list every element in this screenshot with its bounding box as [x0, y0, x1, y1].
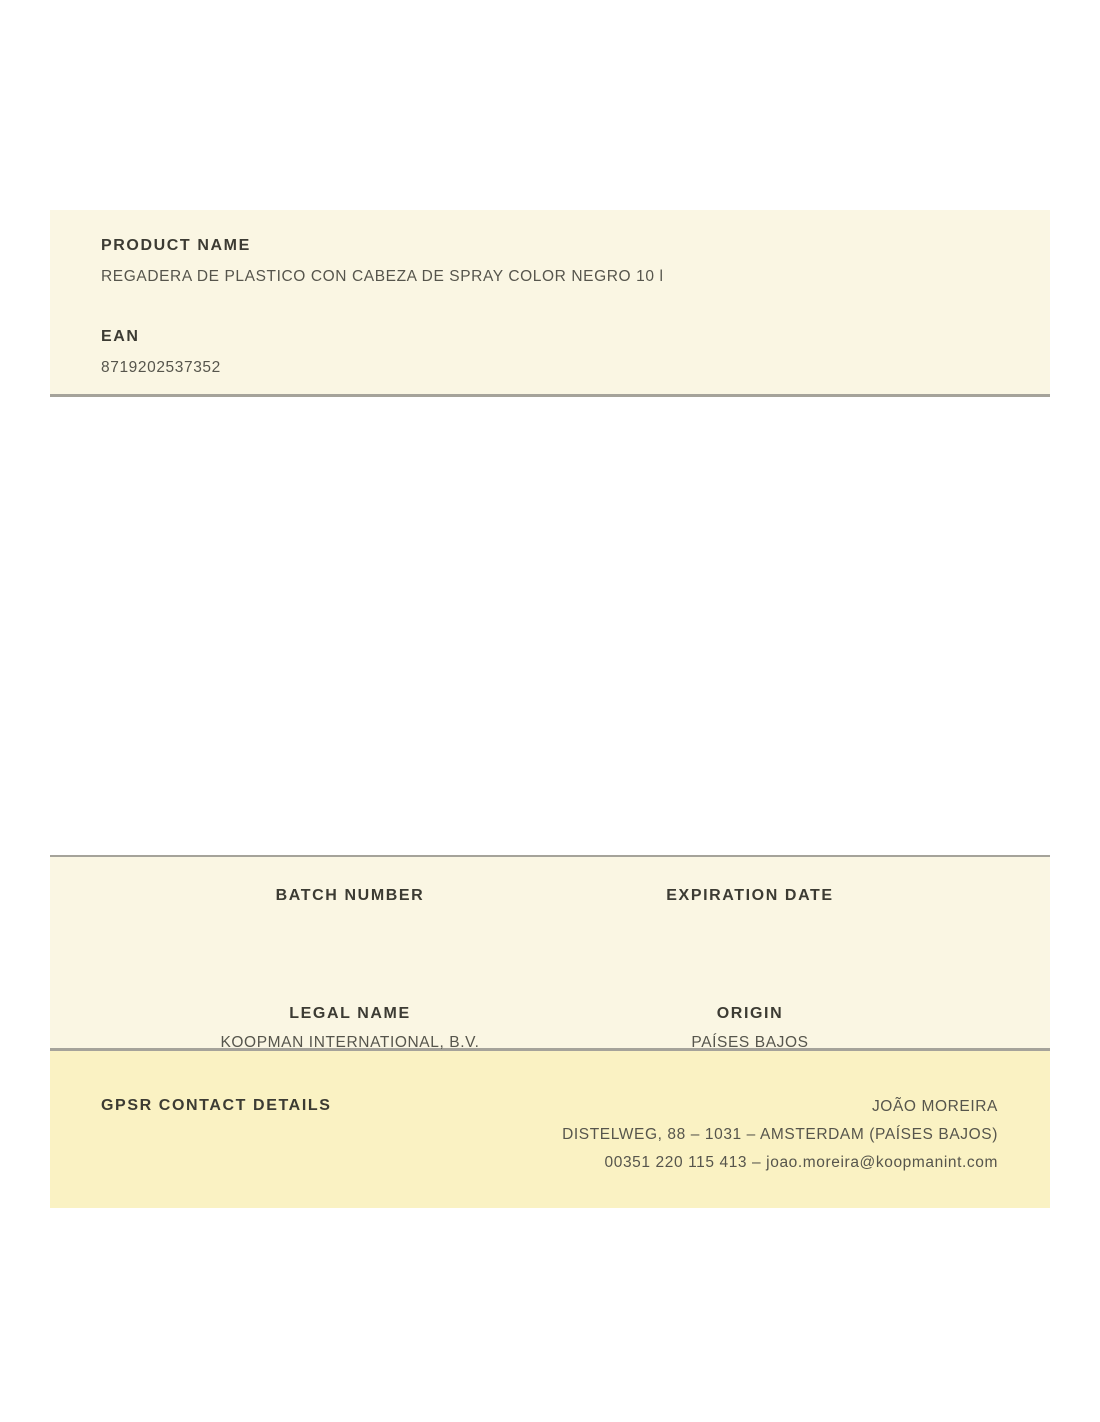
ean-value: 8719202537352 [101, 359, 221, 376]
origin-label: ORIGIN [716, 1005, 784, 1022]
gpsr-contact-phone-email: 00351 220 115 413 – joao.moreira@koopmanint.com [604, 1154, 998, 1171]
gpsr-contact-section [50, 1051, 1050, 1208]
gpsr-contact-label: GPSR CONTACT DETAILS [101, 1097, 332, 1114]
expiration-date-label: EXPIRATION DATE [666, 887, 834, 904]
product-info-section [50, 210, 1050, 397]
origin-field [550, 1005, 950, 1051]
legal-name-field [150, 1005, 550, 1051]
batch-number-value [150, 916, 550, 933]
batch-number-field [150, 887, 550, 933]
batch-number-label: BATCH NUMBER [275, 887, 425, 904]
product-name-value: REGADERA DE PLASTICO CON CABEZA DE SPRAY COLOR NEGRO 10 l [101, 268, 664, 285]
legal-name-label: LEGAL NAME [289, 1005, 411, 1022]
origin-value: PAÍSES BAJOS [691, 1034, 809, 1051]
ean-label: EAN [101, 328, 140, 345]
product-name-label: PRODUCT NAME [101, 237, 251, 254]
gpsr-contact-name: JOÃO MOREIRA [871, 1098, 998, 1115]
gpsr-contact-info [562, 1093, 998, 1177]
legal-name-value: KOOPMAN INTERNATIONAL, B.V. [220, 1034, 480, 1051]
expiration-date-value [550, 916, 950, 933]
expiration-date-field [550, 887, 950, 933]
gpsr-contact-address: DISTELWEG, 88 – 1031 – AMSTERDAM (PAÍSES BAJOS) [562, 1126, 998, 1143]
batch-origin-section [50, 855, 1050, 1051]
